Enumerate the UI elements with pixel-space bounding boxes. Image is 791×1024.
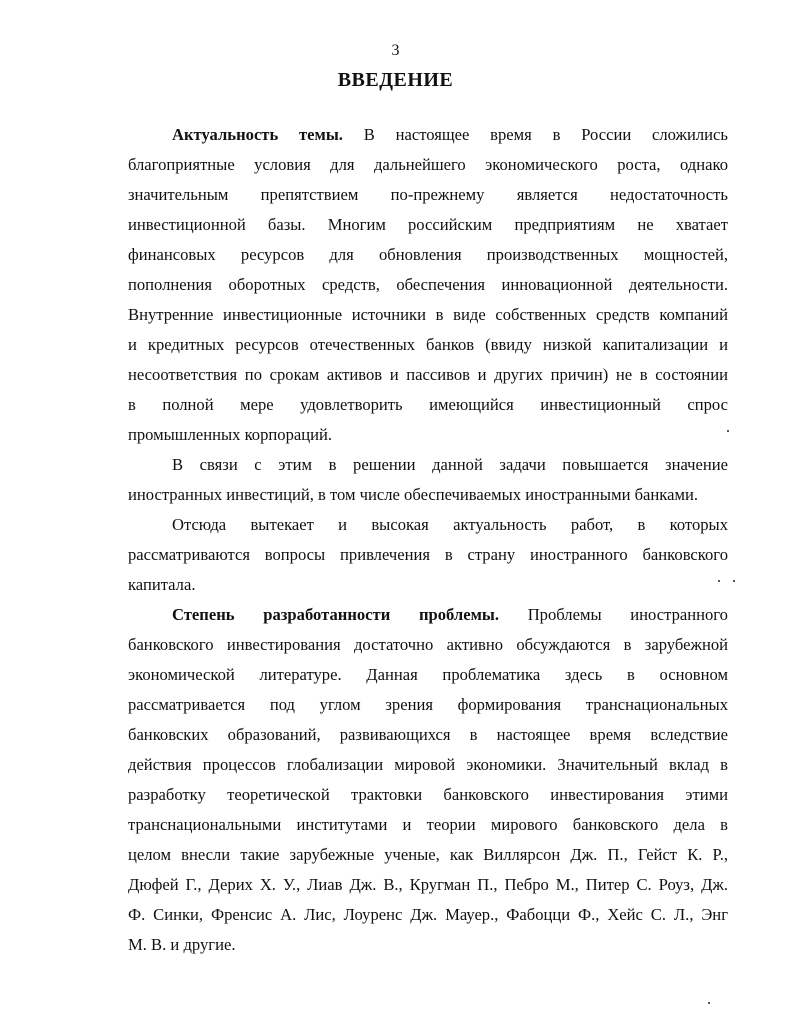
paragraph-lead: Степень разработанности проблемы.	[172, 605, 499, 624]
text-line: в полной мере удовлетворить имеющийся инвестиционный спрос	[128, 395, 728, 414]
text-line: рассматриваются вопросы привлечения в страну иностранного банковского	[128, 545, 728, 564]
text-line: рассматривается под углом зрения формирования транснациональных	[128, 695, 728, 714]
text-line: значительным препятствием по-прежнему является недостаточность	[128, 185, 728, 204]
scan-speck	[733, 580, 735, 582]
text-line: экономической литературе. Данная проблематика здесь в основном	[128, 665, 728, 684]
text-line: инвестиционной базы. Многим российским предприятиям не хватает	[128, 215, 728, 234]
body-text	[128, 120, 728, 960]
paragraph-lead: Актуальность темы.	[172, 125, 343, 144]
text-line: финансовых ресурсов для обновления производственных мощностей,	[128, 245, 728, 264]
scan-speck	[727, 430, 729, 432]
text-line: капитала.	[128, 575, 196, 594]
text-line: банковского инвестирования достаточно активно обсуждаются в зарубежной	[128, 635, 728, 654]
text-line: М. В. и другие.	[128, 935, 236, 954]
section-heading: ВВЕДЕНИЕ	[337, 69, 454, 91]
paragraph-topicality	[128, 510, 728, 600]
text-line: Внутренние инвестиционные источники в виде собственных средств компаний	[128, 305, 728, 324]
text-line: Степень разработанности проблемы. Проблемы иностранного	[172, 605, 728, 624]
text-line: Дюфей Г., Дерих Х. У., Лиав Дж. В., Кругман П., Пебро М., Питер С. Роуз, Дж.	[128, 875, 728, 894]
text-line: и кредитных ресурсов отечественных банков (ввиду низкой капитализации и	[128, 335, 728, 354]
paragraph-foreign-investment	[128, 450, 728, 510]
text-line: разработку теоретической трактовки банковского инвестирования этими	[128, 785, 728, 804]
text-line: несоответствия по срокам активов и пассивов и других причин) не в состоянии	[128, 365, 728, 384]
scan-speck	[708, 1002, 710, 1004]
scan-speck	[718, 580, 720, 582]
text-line: транснациональными институтами и теории мирового банковского дела в	[128, 815, 728, 834]
text-line: Отсюда вытекает и высокая актуальность работ, в которых	[172, 515, 728, 534]
text-line: благоприятные условия для дальнейшего экономического роста, однако	[128, 155, 728, 174]
page-number: 3	[391, 42, 400, 59]
text-line: Актуальность темы. В настоящее время в России сложились	[172, 125, 728, 144]
text-line: В связи с этим в решении данной задачи повышается значение	[172, 455, 728, 474]
text-line: банковских образований, развивающихся в настоящее время вследствие	[128, 725, 728, 744]
text-line: промышленных корпораций.	[128, 425, 333, 444]
paragraph-research-degree	[128, 600, 728, 960]
text-line: действия процессов глобализации мировой экономики. Значительный вклад в	[128, 755, 728, 774]
text-line: Ф. Синки, Френсис А. Лис, Лоуренс Дж. Мауер., Фабоцци Ф., Хейс С. Л., Энг	[128, 905, 728, 924]
text-line: иностранных инвестиций, в том числе обеспечиваемых иностранными банками.	[128, 485, 698, 504]
paragraph-relevance	[128, 120, 728, 450]
text-line: пополнения оборотных средств, обеспечения инновационной деятельности.	[128, 275, 728, 294]
text-line: целом внесли такие зарубежные ученые, как Виллярсон Дж. П., Гейст К. Р.,	[128, 845, 728, 864]
